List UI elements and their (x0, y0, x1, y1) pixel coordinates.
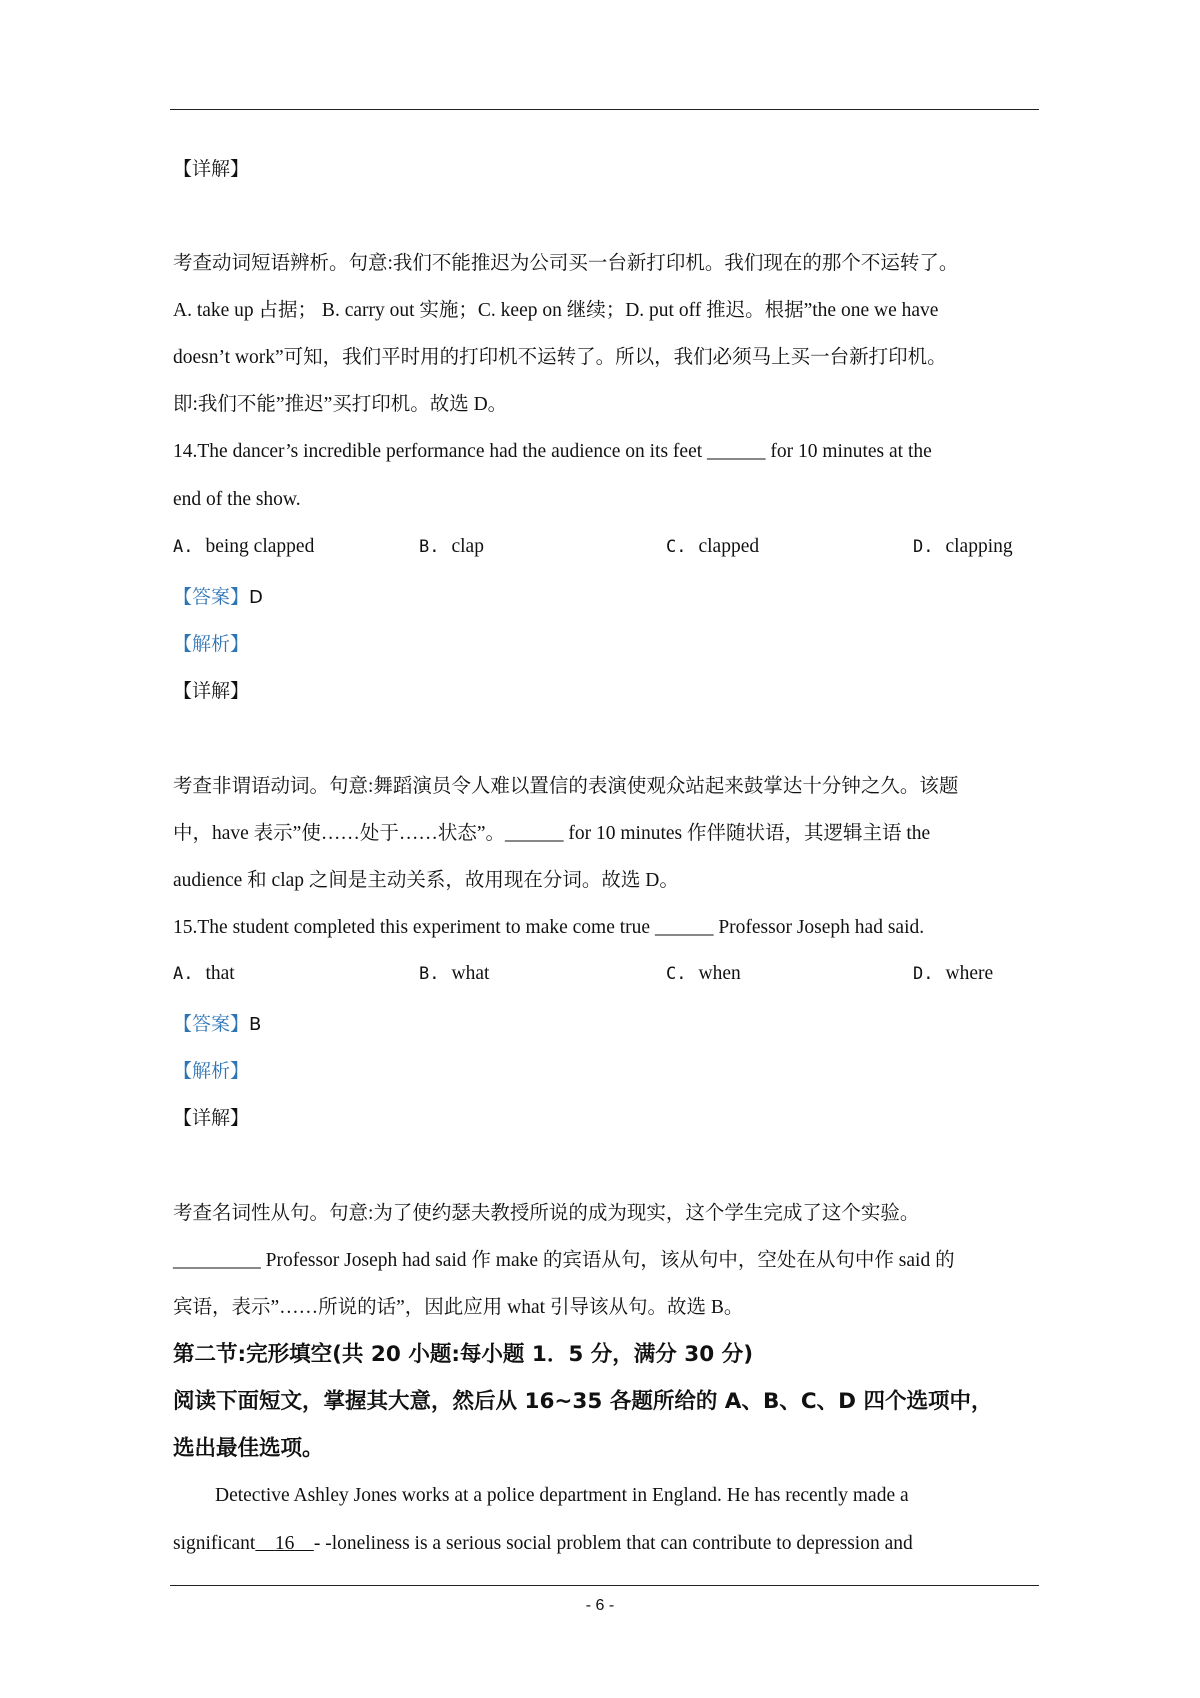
detail-line: 考查动词短语辨析。句意:我们不能推迟为公司买一台新打印机。我们现在的那个不运转了。 (173, 253, 959, 274)
option-text: clap (451, 536, 484, 557)
option-letter: D. (913, 964, 934, 984)
answer-label: 【答案】 (173, 586, 250, 608)
option-letter: C. (666, 964, 687, 984)
answer-row (173, 1001, 1039, 1049)
passage-line: Detective Ashley Jones works at a police department in England. He has recently made a (215, 1485, 909, 1506)
option-text: when (698, 963, 741, 984)
option-d (913, 963, 993, 985)
option-letter: A. (173, 964, 194, 984)
option-text: where (945, 963, 994, 984)
section-title: 第二节:完形填空(共 20 小题:每小题 1．5 分，满分 30 分) (173, 1342, 754, 1367)
option-text: that (205, 963, 235, 984)
option-letter: C. (666, 537, 687, 557)
answer-value: D (249, 587, 263, 608)
section-instruction-continued: 选出最佳选项。 (173, 1436, 324, 1461)
option-text: clapped (698, 536, 760, 557)
detail-line: doesn’t work”可知，我们平时用的打印机不运转了。所以，我们必须马上买一台新打印机。 (173, 347, 947, 368)
option-text: what (451, 963, 490, 984)
detail-heading: 【详解】 (173, 158, 250, 180)
option-letter: D. (913, 537, 934, 557)
option-letter: A. (173, 537, 194, 557)
option-text: clapping (945, 536, 1013, 557)
detail-line: 即:我们不能”推迟”买打印机。故选 D。 (173, 394, 508, 415)
detail-line: audience 和 clap 之间是主动关系，故用现在分词。故选 D。 (173, 870, 679, 891)
option-b (419, 963, 489, 985)
option-d (913, 536, 1013, 558)
detail-line: 中，have 表示”使……处于……状态”。______ for 10 minutes 作伴随状语，其逻辑主语 the (173, 823, 931, 844)
detail-line: 考查名词性从句。句意:为了使约瑟夫教授所说的成为现实，这个学生完成了这个实验。 (173, 1203, 920, 1224)
question-14-stem-continued: end of the show. (173, 489, 301, 510)
option-a (173, 536, 314, 558)
passage-text: significant (173, 1533, 256, 1554)
option-c (666, 963, 741, 985)
question-15-stem: 15.The student completed this experiment to make come true ______ Professor Joseph had said. (173, 917, 925, 938)
option-letter: B. (419, 964, 440, 984)
detail-heading: 【详解】 (173, 680, 250, 702)
section-instruction: 阅读下面短文，掌握其大意，然后从 16~35 各题所给的 A、B、C、D 四个选项中， (173, 1389, 993, 1414)
footer-rule (170, 1585, 1039, 1586)
answer-label: 【答案】 (173, 1013, 250, 1035)
blank-16 (255, 1533, 314, 1554)
question-14-stem: 14.The dancer’s incredible performance had the audience on its feet ______ for 10 minutes at the (173, 441, 932, 462)
detail-heading: 【详解】 (173, 1107, 250, 1129)
header-rule (170, 109, 1039, 110)
passage-text: - -loneliness is a serious social problem that can contribute to depression and (313, 1533, 913, 1554)
detail-line: 考查非谓语动词。句意:舞蹈演员令人难以置信的表演使观众站起来鼓掌达十分钟之久。该题 (173, 776, 959, 797)
detail-line: 宾语，表示”……所说的话”，因此应用 what 引导该从句。故选 B。 (173, 1297, 744, 1318)
option-c (666, 536, 759, 558)
option-letter: B. (419, 537, 440, 557)
detail-line: _________ Professor Joseph had said 作 make 的宾语从句，该从句中，空处在从句中作 said 的 (173, 1250, 955, 1271)
analysis-label: 【解析】 (173, 633, 250, 655)
detail-line: A. take up 占据； B. carry out 实施；C. keep on 继续；D. put off 推迟。根据”the one we have (173, 300, 939, 321)
answer-value: B (249, 1014, 262, 1035)
blank-number: 16 (274, 1533, 295, 1554)
analysis-label: 【解析】 (173, 1060, 250, 1082)
passage-line (173, 1520, 1039, 1568)
option-text: being clapped (205, 536, 315, 557)
page-number: - 6 - (585, 1597, 615, 1614)
option-b (419, 536, 484, 558)
option-a (173, 963, 235, 985)
answer-row (173, 574, 1039, 622)
